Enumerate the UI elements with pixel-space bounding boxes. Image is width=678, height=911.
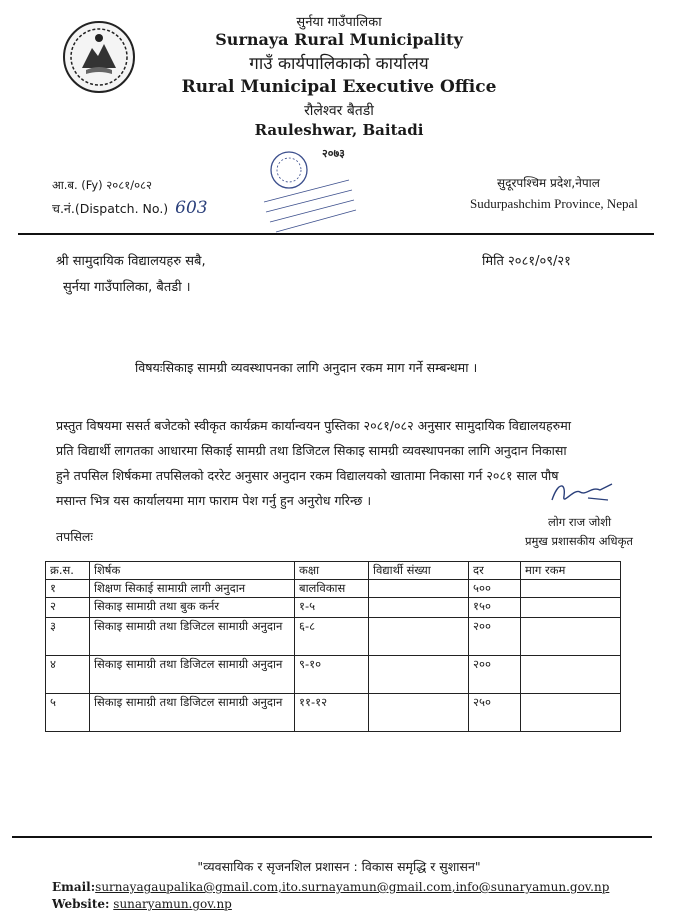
col-amount: माग रकम [521,562,621,580]
email-label: Email: [52,880,96,894]
cell-title: सिकाइ सामाग्री तथा बुक कर्नर [90,598,295,618]
cell-students [369,656,469,694]
dispatch-label: च.नं.(Dispatch. No.) [52,201,169,216]
cell-grade: ६-८ [295,618,369,656]
cell-sn: ५ [46,694,90,732]
footer-divider [12,836,652,838]
recipient-line-2: सुर्नया गाउँपालिका, बैतडी । [63,280,191,295]
office-seal-stamp [254,140,364,240]
cell-grade: ११-१२ [295,694,369,732]
footer-email-line [52,880,609,894]
cell-title: सिकाइ सामाग्री तथा डिजिटल सामाग्री अनुदान [90,618,295,656]
cell-sn: २ [46,598,90,618]
cell-students [369,580,469,598]
cell-amount [521,598,621,618]
header-org-np: सुर्नया गाउँपालिका [296,15,382,30]
cell-sn: ३ [46,618,90,656]
subject-line: विषयःसिकाइ सामग्री व्यवस्थापनका लागि अनुदान रकम माग गर्ने सम्बन्धमा । [135,360,478,375]
province-np: सुदूरपश्चिम प्रदेश,नेपाल [497,176,600,190]
header-divider [18,233,654,235]
grant-table [45,561,621,732]
cell-title: सिकाइ सामाग्री तथा डिजिटल सामाग्री अनुदान [90,656,295,694]
cell-rate: ५०० [469,580,521,598]
dispatch-number: 603 [175,198,208,218]
cell-amount [521,694,621,732]
col-title: शिर्षक [90,562,295,580]
cell-grade: बालविकास [295,580,369,598]
header-place-en: Rauleshwar, Baitadi [254,121,424,139]
body-line-1: प्रस्तुत विषयमा ससर्त बजेटको स्वीकृत कार्यक्रम कार्यान्वयन पुस्तिका २०८१/०८२ अनुसार सामुदायिक विद्यालयहरुमा [56,418,571,433]
cell-students [369,694,469,732]
table-row [46,694,621,732]
cell-students [369,598,469,618]
cell-rate: १५० [469,598,521,618]
footer-slogan: "व्यवसायिक र सृजनशिल प्रशासन : विकास समृद्धि र सुशासन" [197,859,481,874]
cell-sn: ४ [46,656,90,694]
cell-grade: १-५ [295,598,369,618]
table-header-row [46,562,621,580]
cell-title: सिकाइ सामाग्री तथा डिजिटल सामाग्री अनुदान [90,694,295,732]
signatory-name: लोग राज जोशी [548,515,612,529]
col-grade: कक्षा [295,562,369,580]
header-office-en: Rural Municipal Executive Office [181,77,497,97]
handwritten-signature [548,478,618,508]
table-row [46,656,621,694]
body-line-4: मसान्त भित्र यस कार्यालयमा माग फाराम पेश गर्नु हुन अनुरोध गरिन्छ । [56,493,372,508]
cell-amount [521,618,621,656]
email-links[interactable]: surnayagaupalika@gmail.com,ito.surnayamun@gmail.com,info@sunaryamun.gov.np [95,880,610,894]
cell-grade: ९-१० [295,656,369,694]
dispatch-line [52,198,208,218]
cell-amount [521,580,621,598]
website-label: Website: [52,897,110,911]
header-office-np: गाउँ कार्यपालिकाको कार्यालय [249,54,429,74]
cell-amount [521,656,621,694]
col-students: विद्यार्थी संख्या [369,562,469,580]
cell-rate: २०० [469,618,521,656]
tapasil-label: तपसिलः [56,529,93,544]
province-en: Sudurpashchim Province, Nepal [470,196,638,211]
col-sn: क्र.स. [46,562,90,580]
letter-date: मिति २०८१/०९/२१ [482,254,571,269]
website-link[interactable]: sunaryamun.gov.np [113,897,232,911]
table-row [46,618,621,656]
header-place-np: रौलेश्वर बैतडी [304,103,374,119]
table-row [46,580,621,598]
cell-title: शिक्षण सिकाई सामाग्री लागी अनुदान [90,580,295,598]
table-row [46,598,621,618]
body-line-3: हुने तपसिल शिर्षकमा तपसिलको दररेट अनुसार अनुदान रकम विद्यालयको खातामा निकासा गर्न २०८१ साल पौष [56,468,559,483]
header-org-en: Surnaya Rural Municipality [215,30,463,49]
cell-rate: २०० [469,656,521,694]
cell-rate: २५० [469,694,521,732]
recipient-line-1: श्री सामुदायिक विद्यालयहरु सबै, [56,254,206,269]
footer-website-line [52,897,232,911]
cell-students [369,618,469,656]
stamp-year: २०७३ [322,147,345,160]
signatory-title: प्रमुख प्रशासकीय अधिकृत [525,534,633,548]
fiscal-year: आ.ब. (Fy) २०८१/०८२ [52,178,153,192]
body-line-2: प्रति विद्यार्थी लागतका आधारमा सिकाई सामग्री तथा डिजिटल सिकाइ सामग्री व्यवस्थापनका लागि अनुदान निकासा [56,443,567,458]
col-rate: दर [469,562,521,580]
cell-sn: १ [46,580,90,598]
